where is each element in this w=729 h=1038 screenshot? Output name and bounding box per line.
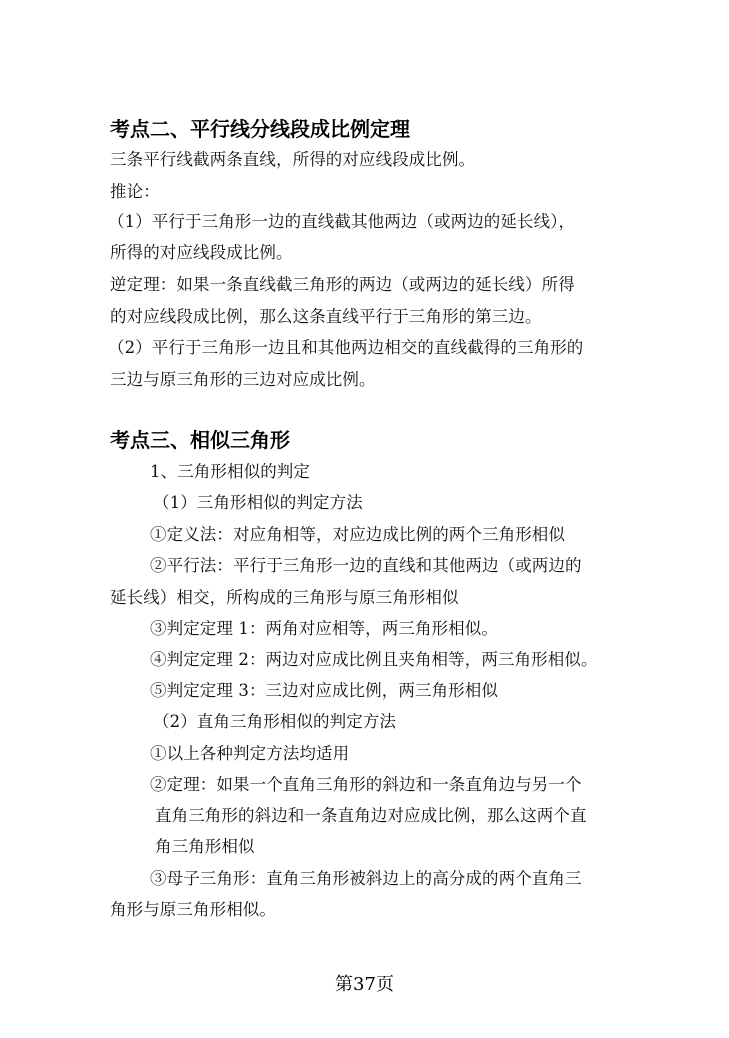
section3-line-1: 1、三角形相似的判定 bbox=[150, 462, 310, 481]
section3-line-6: ③判定定理 1：两角对应相等，两三角形相似。 bbox=[150, 619, 498, 638]
section2-line-5: 逆定理：如果一条直线截三角形的两边（或两边的延长线）所得 bbox=[110, 275, 575, 294]
page-number: 第37页 bbox=[335, 974, 394, 995]
section3-line-3: ①定义法：对应角相等，对应边成比例的两个三角形相似 bbox=[150, 525, 565, 544]
section3-line-7: ④判定定理 2：两边对应成比例且夹角相等，两三角形相似。 bbox=[150, 650, 598, 669]
section2-line-8: 三边与原三角形的三边对应成比例。 bbox=[110, 370, 376, 389]
section2-line-6: 的对应线段成比例，那么这条直线平行于三角形的第三边。 bbox=[110, 307, 542, 326]
section2-line-2: 推论： bbox=[110, 182, 160, 201]
section3-title: 考点三、相似三角形 bbox=[110, 428, 290, 452]
section3-line-11: ②定理：如果一个直角三角形的斜边和一条直角边与另一个 bbox=[150, 775, 582, 794]
section3-line-13: 角三角形相似 bbox=[155, 837, 255, 856]
section2-line-1: 三条平行线截两条直线，所得的对应线段成比例。 bbox=[110, 150, 476, 169]
section2-line-3: （1）平行于三角形一边的直线截其他两边（或两边的延长线）， bbox=[108, 212, 576, 231]
section3-line-10: ①以上各种判定方法均适用 bbox=[150, 744, 350, 763]
section3-line-2: （1）三角形相似的判定方法 bbox=[153, 493, 363, 512]
section2-title: 考点二、平行线分线段成比例定理 bbox=[110, 117, 410, 141]
section2-line-7: （2）平行于三角形一边且和其他两边相交的直线截得的三角形的 bbox=[108, 338, 584, 357]
section3-line-8: ⑤判定定理 3：三边对应成比例，两三角形相似 bbox=[150, 681, 498, 700]
section3-line-4: ②平行法：平行于三角形一边的直线和其他两边（或两边的 bbox=[150, 556, 582, 575]
section3-line-9: （2）直角三角形相似的判定方法 bbox=[153, 712, 396, 731]
section3-line-5: 延长线）相交，所构成的三角形与原三角形相似 bbox=[110, 588, 459, 607]
section3-line-15: 角形与原三角形相似。 bbox=[110, 900, 276, 919]
section2-line-4: 所得的对应线段成比例。 bbox=[110, 243, 293, 262]
section3-line-14: ③母子三角形：直角三角形被斜边上的高分成的两个直角三 bbox=[150, 869, 582, 888]
section3-line-12: 直角三角形的斜边和一条直角边对应成比例，那么这两个直 bbox=[155, 806, 587, 825]
